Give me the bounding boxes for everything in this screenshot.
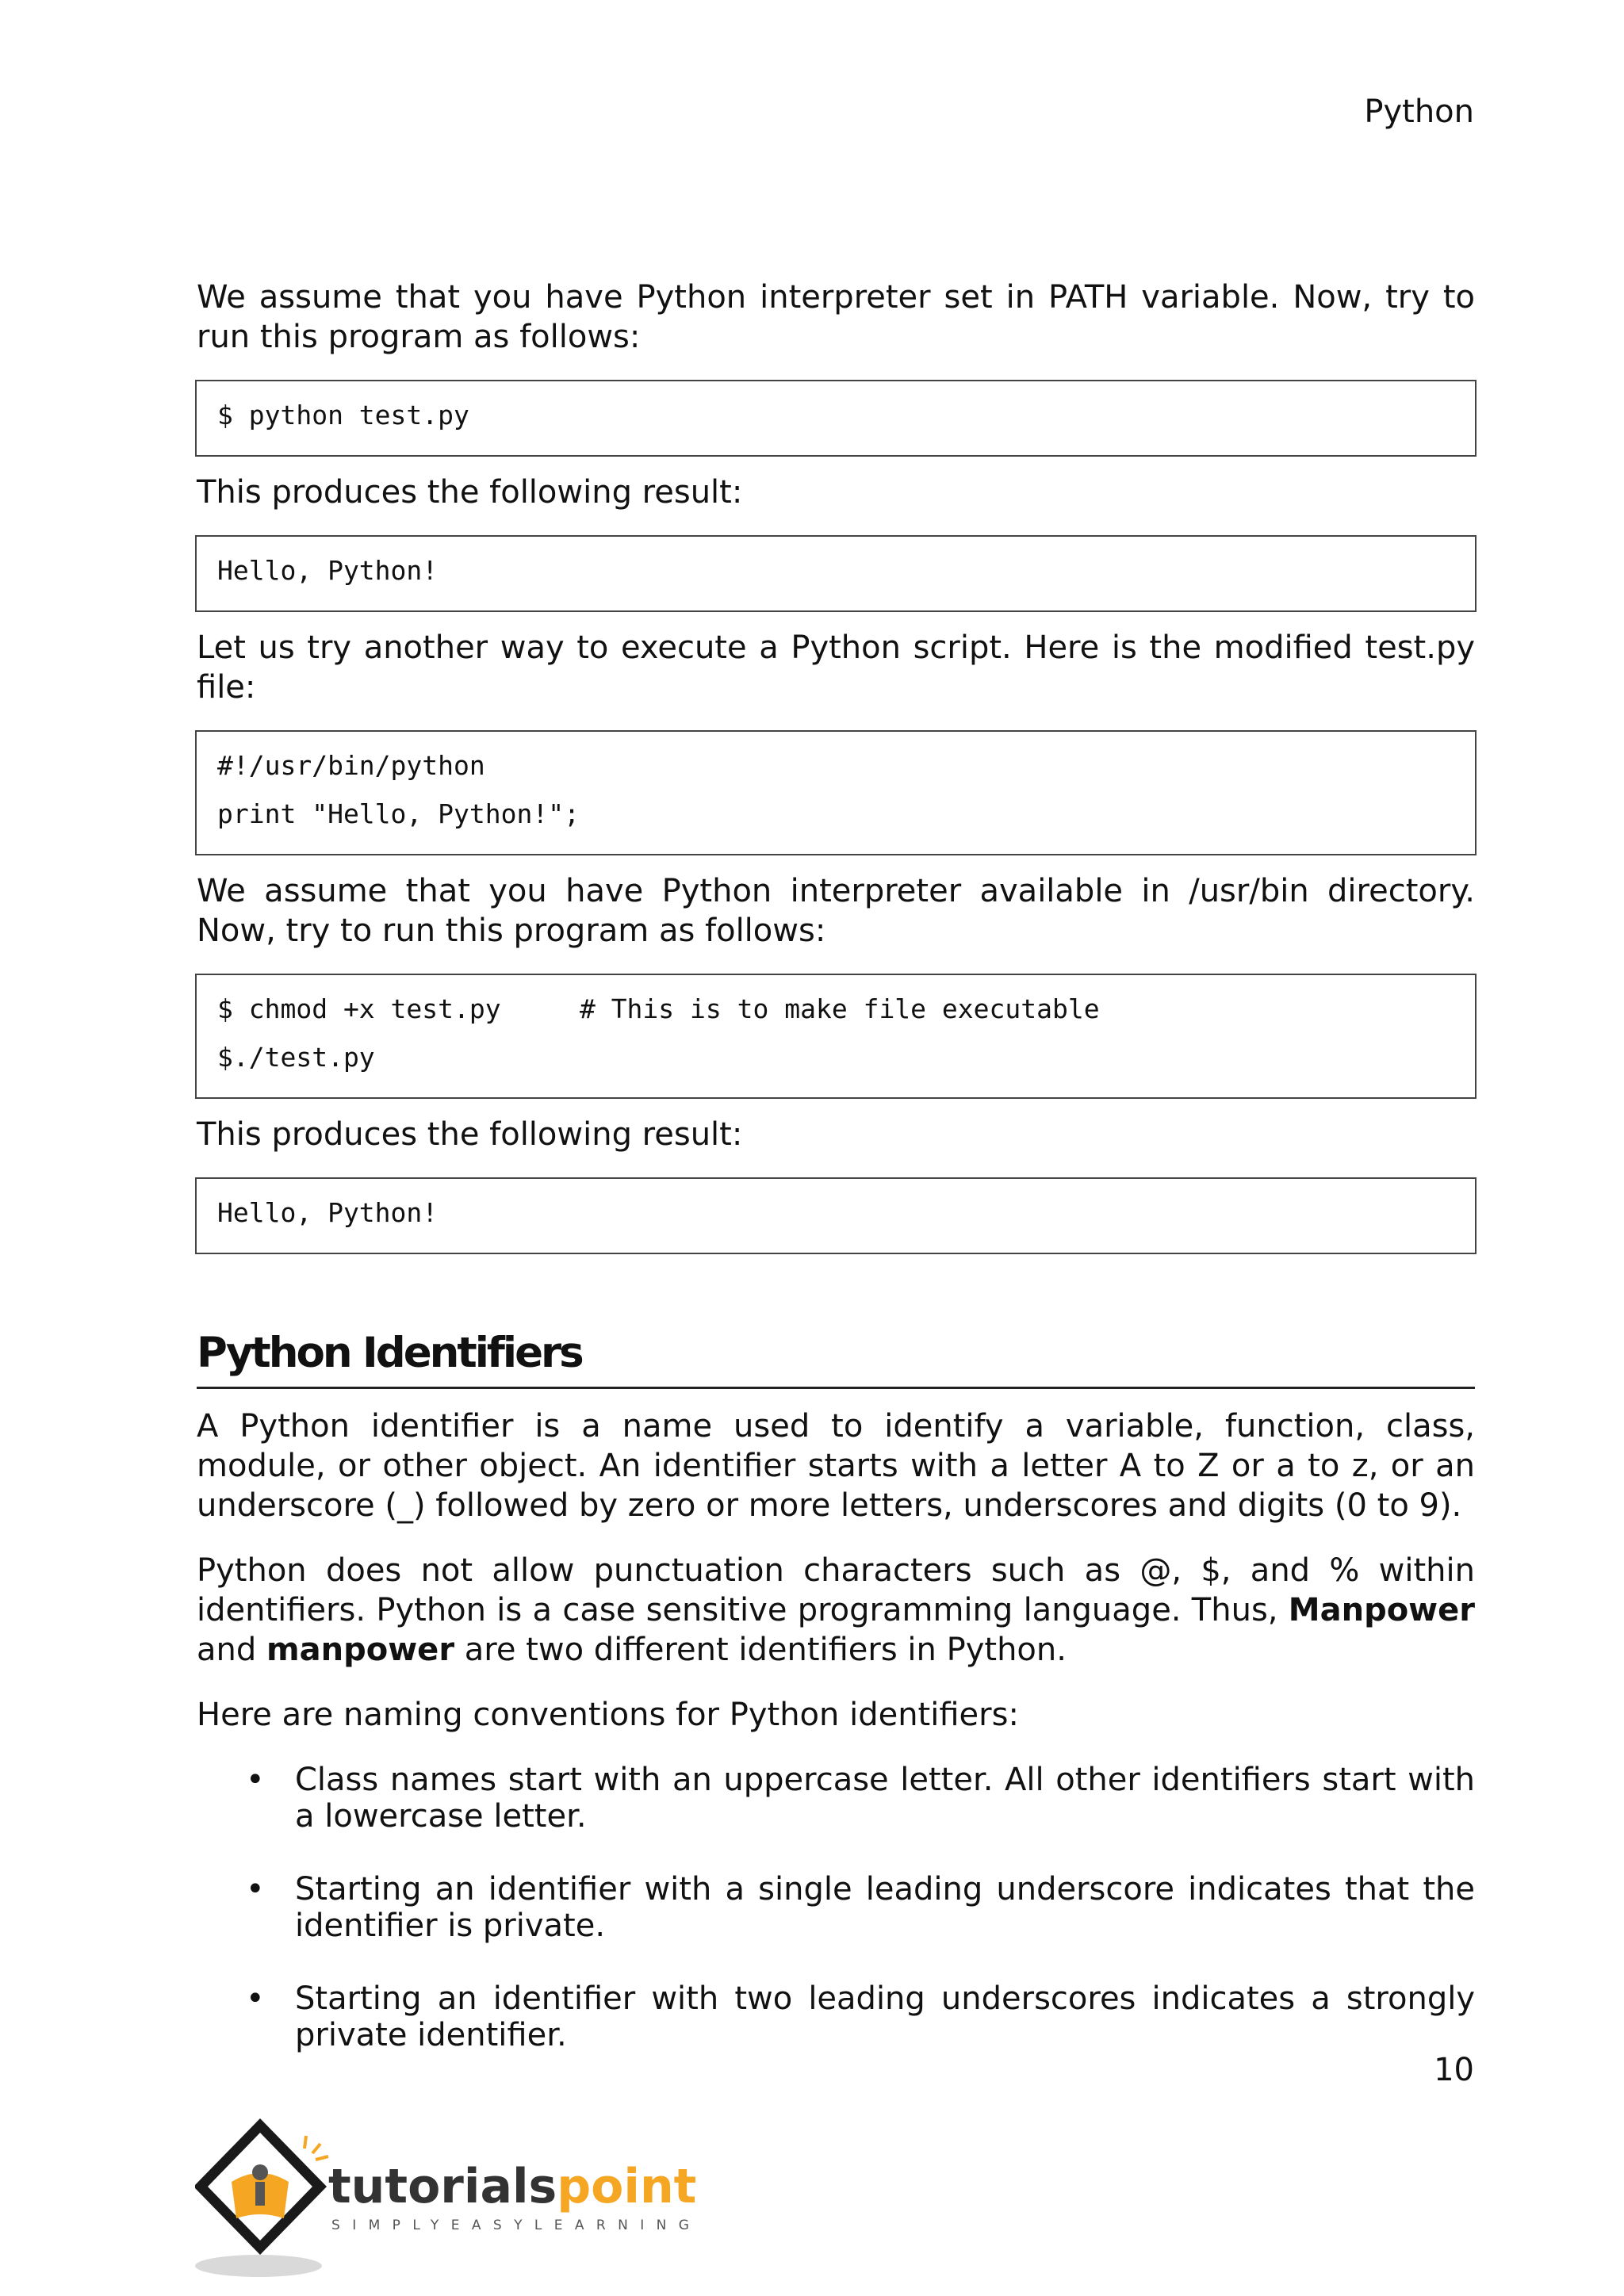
logo-figure-body — [255, 2182, 265, 2206]
conventions-intro: Here are naming conventions for Python identifiers: — [197, 1697, 1019, 1733]
logo-tagline: SIMPLYEASYLEARNING — [331, 2218, 702, 2233]
code-line: $ chmod +x test.py # This is to make file executable — [217, 993, 1100, 1024]
page-number: 10 — [1434, 2052, 1474, 2088]
conventions-list — [197, 1762, 1475, 2053]
code-line: Hello, Python! — [217, 555, 439, 586]
bold-term: manpower — [266, 1632, 455, 1668]
assume-paragraph: We assume that you have Python interpreter available in /usr/bin directory. Now, try to run this program as follows: — [197, 873, 1475, 949]
running-header: Python — [1364, 94, 1474, 130]
code-block-run — [195, 380, 1477, 457]
code-line: $ python test.py — [217, 400, 469, 430]
page-content — [197, 277, 1475, 2090]
list-item: • Class names start with an uppercase letter. All other identifiers start with a lowercase letter. — [295, 1762, 1475, 1835]
punctuation-paragraph — [197, 1551, 1475, 1670]
code-block-script — [195, 730, 1477, 855]
paragraph-text: are two different identifiers in Python. — [454, 1632, 1067, 1668]
code-line: $./test.py — [217, 1042, 375, 1073]
paragraph-text: Python does not allow punctuation characters such as @, $, and % within identifiers. Python is a case sensitive programming language. Thus, — [197, 1552, 1475, 1628]
section-heading: Python Identifiers — [197, 1330, 1475, 1389]
code-line: Hello, Python! — [217, 1197, 439, 1228]
logo-figure-head — [252, 2164, 268, 2180]
code-block-chmod — [195, 974, 1477, 1099]
code-block-output — [195, 535, 1477, 612]
logo-shadow — [195, 2255, 322, 2277]
list-item: • Starting an identifier with two leading underscores indicates a strongly private identifier. — [295, 1980, 1475, 2053]
intro-paragraph: We assume that you have Python interpreter set in PATH variable. Now, try to run this program as follows: — [197, 279, 1475, 355]
code-block-output — [195, 1177, 1477, 1254]
logo-spark — [304, 2136, 328, 2160]
result-paragraph: This produces the following result: — [197, 474, 743, 511]
tutorialspoint-logo — [195, 2109, 703, 2283]
another-way-paragraph: Let us try another way to execute a Python script. Here is the modified test.py file: — [197, 629, 1475, 706]
code-line: #!/usr/bin/python — [217, 750, 485, 781]
code-line: print "Hello, Python!"; — [217, 798, 580, 829]
paragraph-text: and — [197, 1632, 266, 1668]
logo-wordmark: tutorialspoint — [328, 2159, 697, 2214]
bold-term: Manpower — [1288, 1592, 1475, 1628]
identifier-definition-paragraph: A Python identifier is a name used to identify a variable, function, class, module, or other object. An identifier starts with a letter A to Z or a to z, or an underscore (_) followed by zero or more letters, underscores and digits (0 to 9). — [197, 1408, 1475, 1524]
result-paragraph: This produces the following result: — [197, 1116, 743, 1153]
list-item: • Starting an identifier with a single leading underscore indicates that the identifier is private. — [295, 1871, 1475, 1944]
